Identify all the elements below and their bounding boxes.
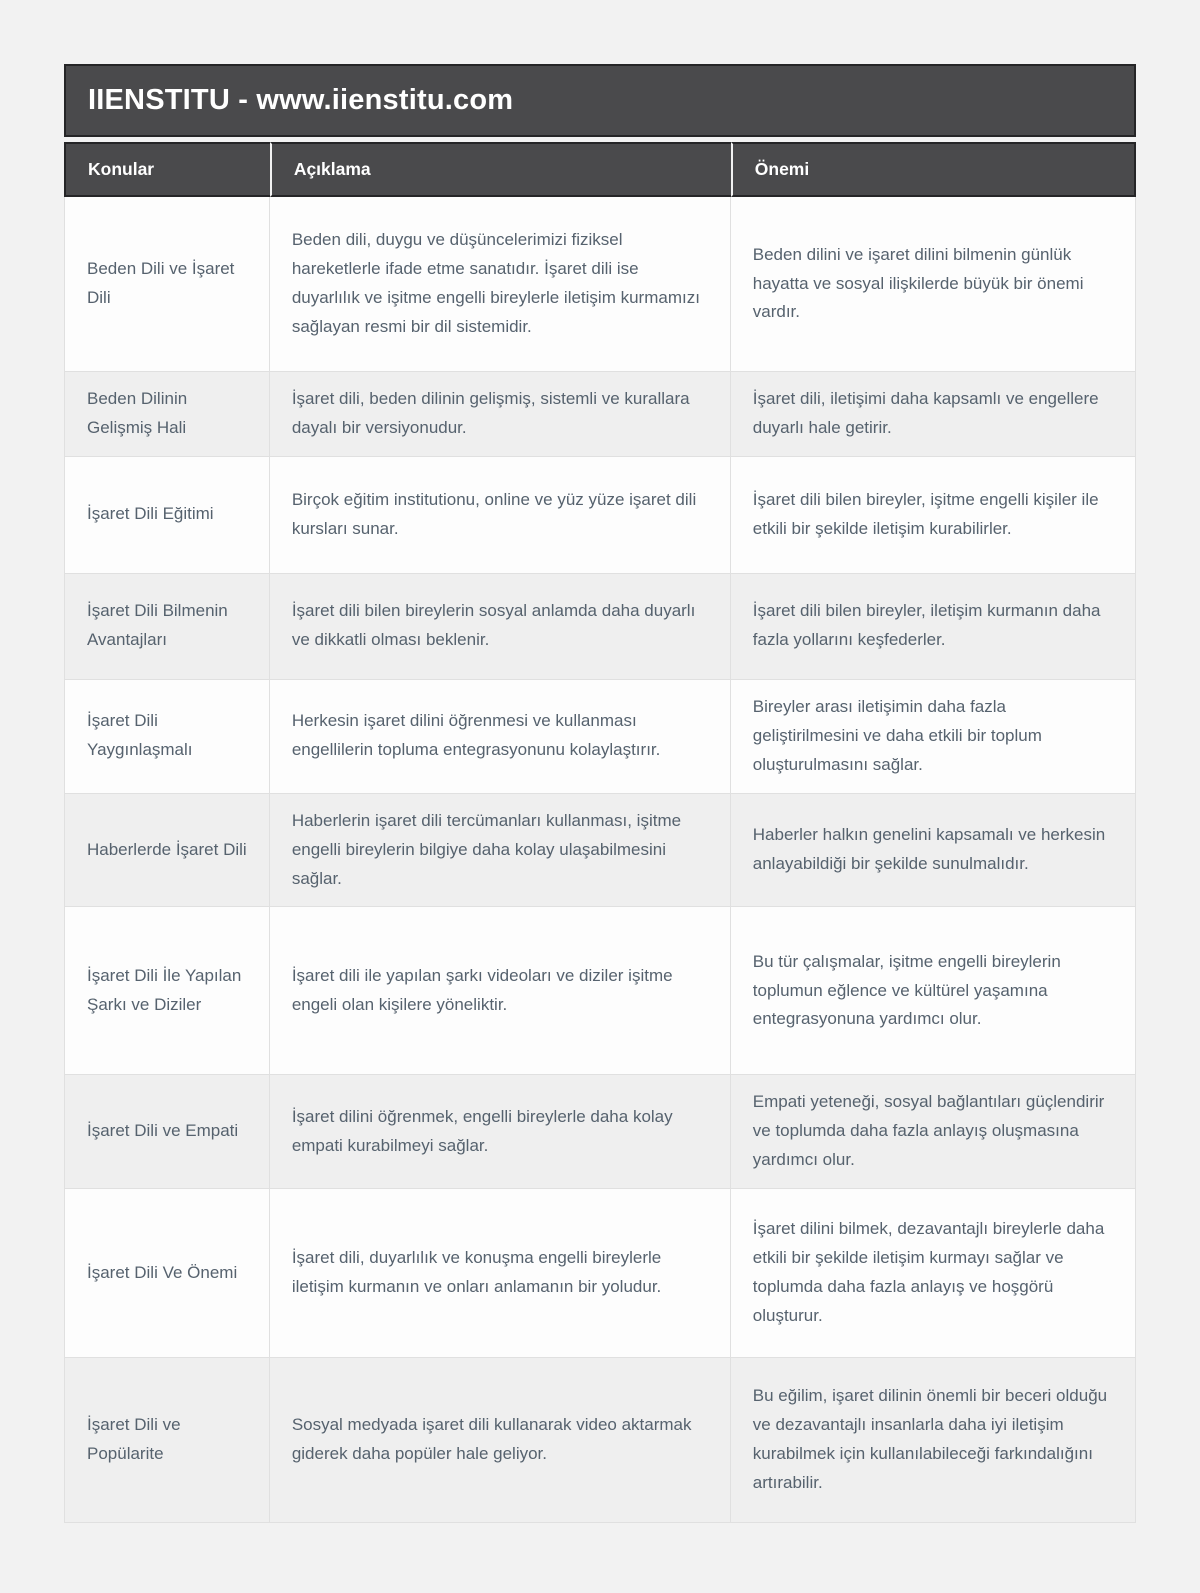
topic-cell: İşaret Dili Ve Önemi [64, 1189, 270, 1358]
topic-cell: İşaret Dili Yaygınlaşmalı [64, 680, 270, 794]
table-header [64, 142, 1136, 197]
description-cell: İşaret dili bilen bireylerin sosyal anlamda daha duyarlı ve dikkatli olması beklenir. [270, 574, 731, 680]
description-cell: İşaret dili, beden dilinin gelişmiş, sistemli ve kurallara dayalı bir versiyonudur. [270, 372, 731, 457]
description-cell: Beden dili, duygu ve düşüncelerimizi fiziksel hareketlerle ifade etme sanatıdır. İşaret dili ise duyarlılık ve işitme engelli bireylerle iletişim kurmamızı sağlayan resmi bir dil sistemidir. [270, 197, 731, 372]
description-cell: Birçok eğitim institutionu, online ve yüz yüze işaret dili kursları sunar. [270, 457, 731, 574]
table-row [64, 372, 1136, 457]
table-row [64, 680, 1136, 794]
column-header-aciklama: Açıklama [270, 142, 731, 197]
importance-cell: İşaret dili bilen bireyler, işitme engelli kişiler ile etkili bir şekilde iletişim kurabilirler. [731, 457, 1136, 574]
table-row [64, 794, 1136, 908]
table-body [64, 197, 1136, 1523]
column-header-onemi: Önemi [731, 142, 1136, 197]
topic-cell: Beden Dili ve İşaret Dili [64, 197, 270, 372]
topic-cell: İşaret Dili İle Yapılan Şarkı ve Diziler [64, 907, 270, 1075]
description-cell: Haberlerin işaret dili tercümanları kullanması, işitme engelli bireylerin bilgiye daha kolay ulaşabilmesini sağlar. [270, 794, 731, 908]
topic-cell: İşaret Dili ve Empati [64, 1075, 270, 1189]
importance-cell: Empati yeteneği, sosyal bağlantıları güçlendirir ve toplumda daha fazla anlayış oluşmasına yardımcı olur. [731, 1075, 1136, 1189]
table-row [64, 574, 1136, 680]
importance-cell: Bireyler arası iletişimin daha fazla geliştirilmesini ve daha etkili bir toplum oluşturulmasını sağlar. [731, 680, 1136, 794]
page-title: IIENSTITU - www.iienstitu.com [64, 64, 1136, 137]
importance-cell: Beden dilini ve işaret dilini bilmenin günlük hayatta ve sosyal ilişkilerde büyük bir önemi vardır. [731, 197, 1136, 372]
description-cell: İşaret dilini öğrenmek, engelli bireylerle daha kolay empati kurabilmeyi sağlar. [270, 1075, 731, 1189]
importance-cell: İşaret dilini bilmek, dezavantajlı bireylerle daha etkili bir şekilde iletişim kurmayı sağlar ve toplumda daha fazla anlayış ve hoşgörü oluşturur. [731, 1189, 1136, 1358]
description-cell: İşaret dili ile yapılan şarkı videoları ve diziler işitme engeli olan kişilere yöneliktir. [270, 907, 731, 1075]
description-cell: İşaret dili, duyarlılık ve konuşma engelli bireylerle iletişim kurmanın ve onları anlamanın bir yoludur. [270, 1189, 731, 1358]
column-header-konular: Konular [64, 142, 270, 197]
importance-cell: Haberler halkın genelini kapsamalı ve herkesin anlayabildiği bir şekilde sunulmalıdır. [731, 794, 1136, 908]
importance-cell: Bu tür çalışmalar, işitme engelli bireylerin toplumun eğlence ve kültürel yaşamına entegrasyonuna yardımcı olur. [731, 907, 1136, 1075]
topic-cell: İşaret Dili Eğitimi [64, 457, 270, 574]
importance-cell: İşaret dili, iletişimi daha kapsamlı ve engellere duyarlı hale getirir. [731, 372, 1136, 457]
table-row [64, 457, 1136, 574]
importance-cell: Bu eğilim, işaret dilinin önemli bir beceri olduğu ve dezavantajlı insanlarla daha iyi iletişim kurabilmek için kullanılabileceği farkındalığını artırabilir. [731, 1358, 1136, 1523]
table-row [64, 1189, 1136, 1358]
topics-table [64, 142, 1136, 1523]
topic-cell: Haberlerde İşaret Dili [64, 794, 270, 908]
topic-cell: Beden Dilinin Gelişmiş Hali [64, 372, 270, 457]
table-row [64, 1075, 1136, 1189]
topic-cell: İşaret Dili ve Popülarite [64, 1358, 270, 1523]
description-cell: Herkesin işaret dilini öğrenmesi ve kullanması engellilerin topluma entegrasyonunu kolaylaştırır. [270, 680, 731, 794]
importance-cell: İşaret dili bilen bireyler, iletişim kurmanın daha fazla yollarını keşfederler. [731, 574, 1136, 680]
description-cell: Sosyal medyada işaret dili kullanarak video aktarmak giderek daha popüler hale geliyor. [270, 1358, 731, 1523]
table-row [64, 907, 1136, 1075]
header-row [64, 142, 1136, 197]
table-row [64, 197, 1136, 372]
topics-document [64, 64, 1136, 1523]
topic-cell: İşaret Dili Bilmenin Avantajları [64, 574, 270, 680]
table-row [64, 1358, 1136, 1523]
